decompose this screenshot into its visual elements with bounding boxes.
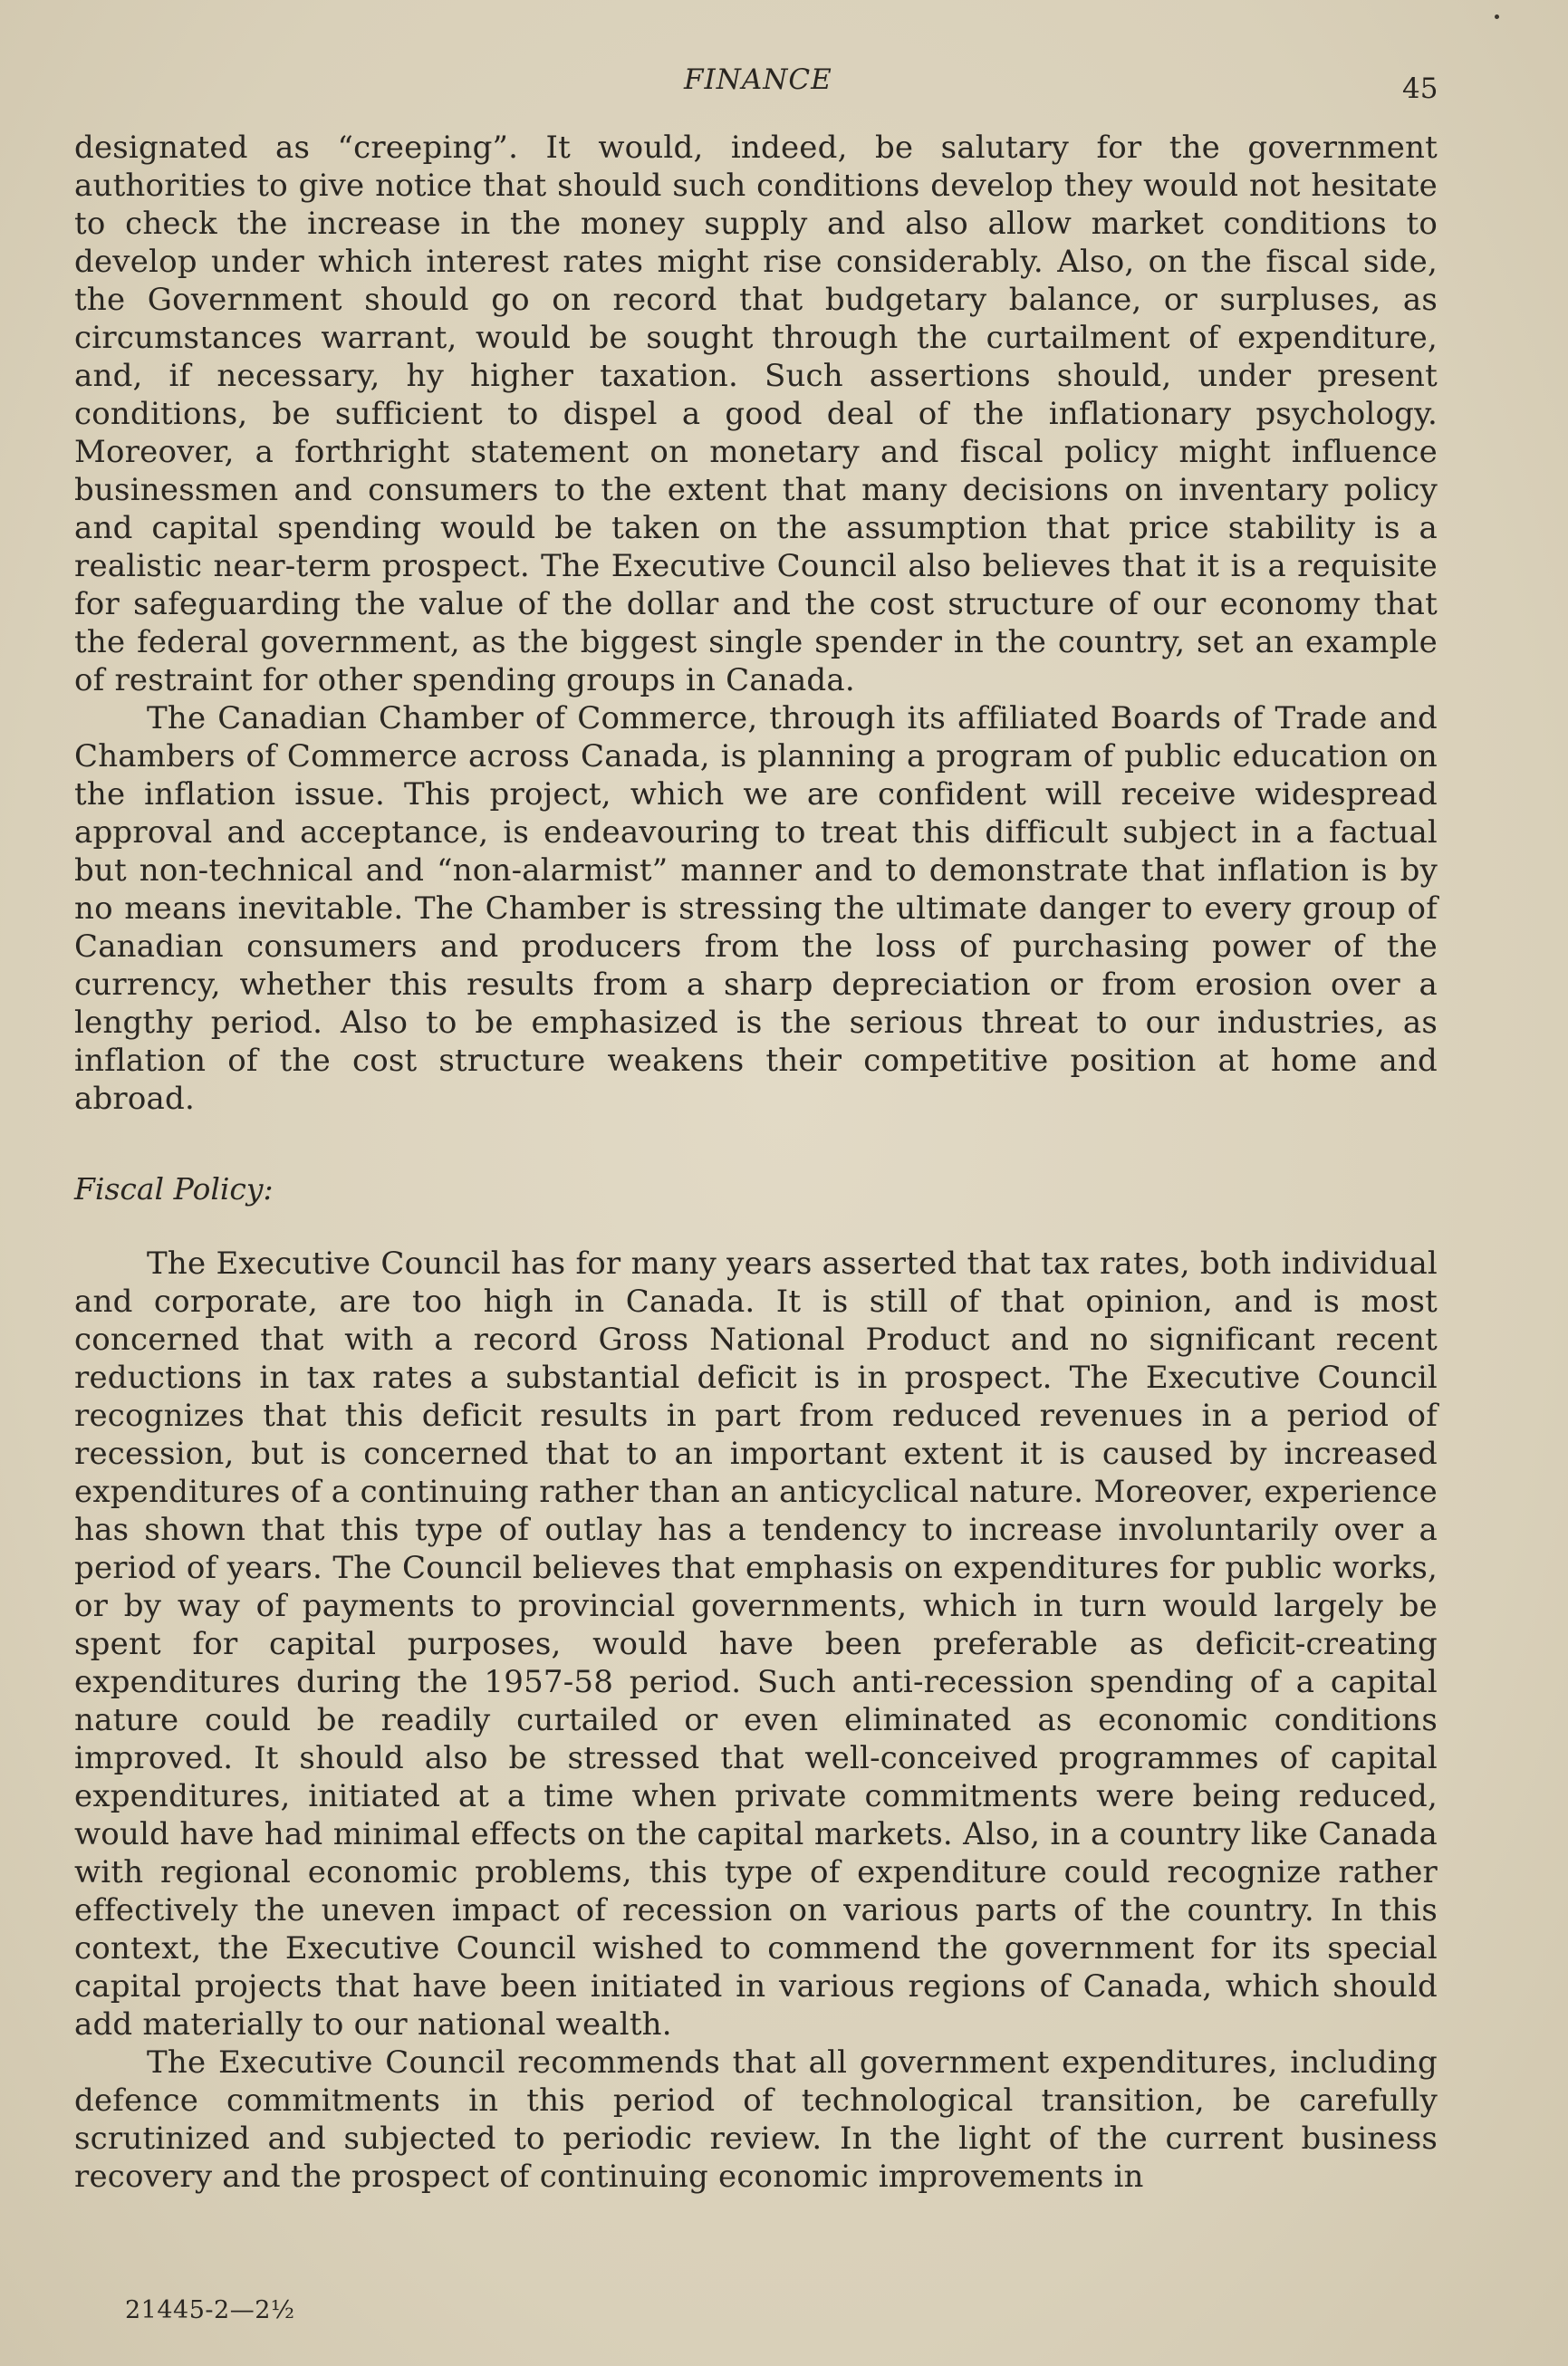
paragraph-chamber-program: The Canadian Chamber of Commerce, through its affiliated Boards of Trade and Chambers of Commerce across Canada, is planning a program of public education on the inflation issue. This project, which we are confident will receive widespread approval and acceptance, is endeavouring to treat this difficult subject in a factual but non-technical and “non-alarmist” manner and to demonstrate that inflation is by no means inevitable. The Chamber is stressing the ultimate danger to every group of Canadian consumers and producers from the loss of purchasing power of the currency, whether this results from a sharp depreciation or from erosion over a lengthy period. Also to be emphasized is the serious threat to our industries, as inflation of the cost structure weakens their competitive position at home and abroad. (74, 700, 1438, 1117)
signature-mark: 21445-2—2½ (125, 2296, 295, 2324)
page-number: 45 (1402, 72, 1438, 105)
body-text (74, 129, 1438, 2196)
paragraph-expenditure-review: The Executive Council recommends that all government expenditures, including defence commitments in this period of technological transition, be carefully scrutinized and subjected to periodic review. In the light of the current business recovery and the prospect of continuing economic improvements in (74, 2044, 1438, 2195)
running-head: FINANCE (684, 63, 832, 96)
paragraph-tax-rates: The Executive Council has for many years asserted that tax rates, both individual and corporate, are too high in Canada. It is still of that opinion, and is most concerned that with a record Gross National Product and no significant recent reductions in tax rates a substantial deficit is in prospect. The Executive Council recognizes that this deficit results in part from reduced revenues in a period of recession, but is concerned that to an important extent it is caused by increased expenditures of a continuing rather than an anticyclical nature. Moreover, experience has shown that this type of outlay has a tendency to increase involuntarily over a period of years. The Council believes that emphasis on expenditures for public works, or by way of payments to provincial governments, which in turn would largely be spent for capital purposes, would have been preferable as deficit-creating expenditures during the 1957-58 period. Such anti-recession spending of a capital nature could be readily curtailed or even eliminated as economic conditions improved. It should also be stressed that well-conceived programmes of capital expenditures, initiated at a time when private commitments were being reduced, would have had minimal effects on the capital markets. Also, in a country like Canada with regional economic problems, this type of expenditure could recognize rather effectively the uneven impact of recession on various parts of the country. In this context, the Executive Council wished to commend the government for its special capital projects that have been initiated in various regions of Canada, which should add materially to our national wealth. (74, 1246, 1438, 2043)
section-heading-fiscal-policy: Fiscal Policy: (74, 1171, 274, 1207)
paragraph-continued: designated as “creeping”. It would, indeed, be salutary for the government authorities to give notice that should such conditions develop they would not hesitate to check the increase in the money supply and also allow market conditions to develop under which interest rates might rise considerably. Also, on the fiscal side, the Government should go on record that budgetary balance, or surpluses, as circumstances warrant, would be sought through the curtailment of expenditure, and, if necessary, hy higher taxation. Such assertions should, under present conditions, be sufficient to dispel a good deal of the inflationary psychology. Moreover, a forthright statement on monetary and fiscal policy might influence businessmen and consumers to the extent that many decisions on inventary policy and capital spending would be taken on the assumption that price stability is a realistic near-term prospect. The Executive Council also believes that it is a requisite for safeguarding the value of the dollar and the cost structure of our economy that the federal government, as the biggest single spender in the country, set an example of restraint for other spending groups in Canada. (74, 130, 1438, 698)
ink-speck (1495, 14, 1499, 19)
